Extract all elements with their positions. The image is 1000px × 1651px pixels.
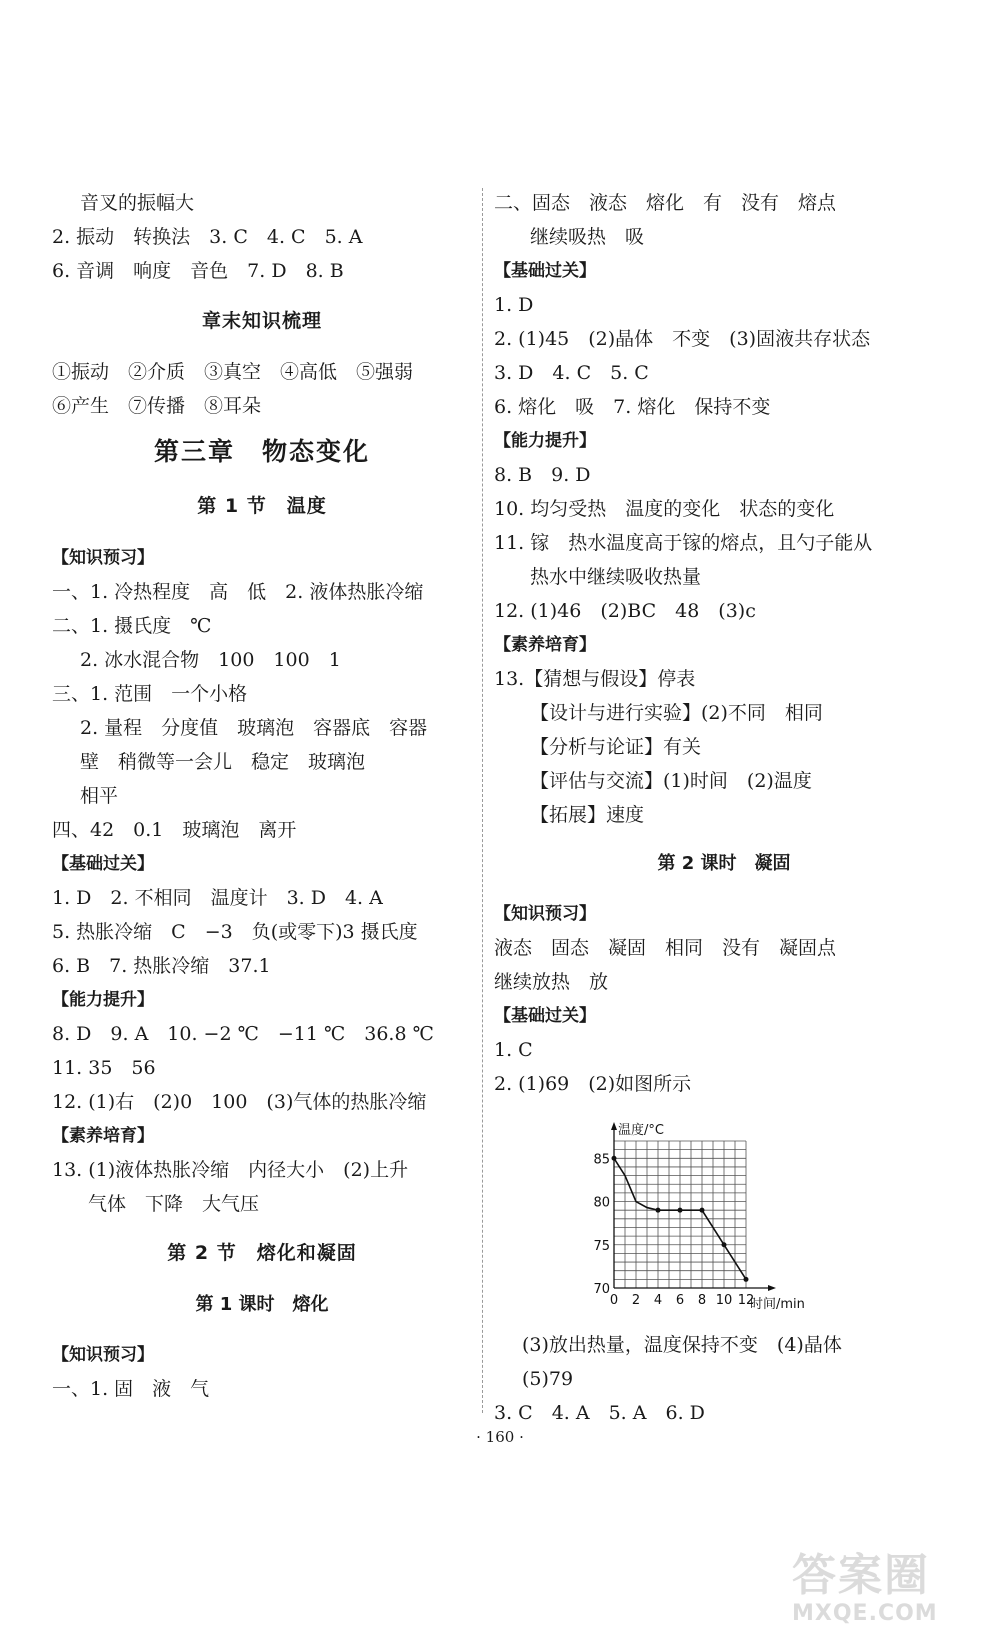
- answer-line: 液态 固态 凝固 相同 没有 凝固点: [494, 937, 837, 959]
- answer-line: ⑥产生 ⑦传播 ⑧耳朵: [52, 395, 262, 417]
- section-heading: 第 1 节 温度: [197, 495, 327, 517]
- answer-line: 壁 稍微等一会儿 稳定 玻璃泡: [80, 751, 366, 773]
- y-tick-label: 75: [593, 1238, 610, 1254]
- data-point: [656, 1208, 661, 1213]
- answer-line: 2. (1)69 (2)如图所示: [494, 1073, 692, 1095]
- chart-svg: [590, 1120, 816, 1320]
- answer-line: 6. 熔化 吸 7. 熔化 保持不变: [494, 396, 771, 418]
- section-label: 【知识预习】: [494, 904, 596, 924]
- watermark-title: 答案圈: [792, 1550, 930, 1601]
- answer-line: 3. C 4. A 5. A 6. D: [494, 1402, 705, 1424]
- answer-line: 2. (1)45 (2)晶体 不变 (3)固液共存状态: [494, 328, 871, 350]
- x-tick-label: 2: [631, 1293, 641, 1308]
- answer-line: 【分析与论证】有关: [530, 736, 702, 758]
- x-axis-arrow: [768, 1285, 776, 1291]
- x-tick-label: 6: [675, 1293, 685, 1308]
- answer-line: ①振动 ②介质 ③真空 ④高低 ⑤强弱: [52, 361, 414, 383]
- section-label: 【素养培育】: [494, 635, 596, 655]
- answer-line: 【设计与进行实验】(2)不同 相同: [530, 702, 823, 724]
- section-heading: 章末知识梳理: [201, 310, 322, 332]
- data-point: [612, 1156, 617, 1161]
- answer-line: 13.【猜想与假设】停表: [494, 668, 696, 690]
- watermark-logo: [792, 1551, 982, 1639]
- answer-line: 音叉的振幅大: [80, 192, 195, 214]
- answer-line: 3. D 4. C 5. C: [494, 362, 649, 384]
- answer-line: 8. D 9. A 10. −2 ℃ −11 ℃ 36.8 ℃: [52, 1023, 434, 1045]
- answer-line: 气体 下降 大气压: [88, 1193, 260, 1215]
- answer-line: 2. 振动 转换法 3. C 4. C 5. A: [52, 226, 363, 248]
- answer-line: 1. C: [494, 1039, 533, 1061]
- data-point: [700, 1208, 705, 1213]
- answer-line: 1. D: [494, 294, 534, 316]
- answer-line: 11. 35 56: [52, 1057, 156, 1079]
- y-tick-label: 80: [593, 1195, 610, 1211]
- answer-line: (5)79: [522, 1368, 574, 1390]
- x-tick-label: 12: [737, 1293, 755, 1308]
- section-label: 【知识预习】: [52, 548, 154, 568]
- data-point: [678, 1208, 683, 1213]
- answer-line: 一、1. 固 液 气: [52, 1378, 210, 1400]
- answer-line: 12. (1)46 (2)BC 48 (3)c: [494, 600, 756, 622]
- answer-line: 11. 镓 热水温度高于镓的熔点，且勺子能从: [494, 532, 873, 554]
- answer-line: 13. (1)液体热胀冷缩 内径大小 (2)上升: [52, 1159, 409, 1181]
- answer-line: 热水中继续吸收热量: [530, 566, 702, 588]
- column-divider: [482, 188, 483, 1413]
- chapter-heading: 第三章 物态变化: [153, 437, 370, 466]
- answer-line: 四、42 0.1 玻璃泡 离开: [52, 819, 297, 841]
- section-label: 【素养培育】: [52, 1126, 154, 1146]
- x-axis-label: 时间/min: [750, 1297, 805, 1312]
- y-tick-label: 85: [593, 1152, 610, 1168]
- answer-line: 继续吸热 吸: [530, 226, 645, 248]
- x-tick-label: 0: [609, 1293, 619, 1308]
- answer-line: 6. 音调 响度 音色 7. D 8. B: [52, 260, 344, 282]
- y-axis-label: 温度/°C: [618, 1123, 664, 1138]
- answer-line: 三、1. 范围 一个小格: [52, 683, 248, 705]
- section-label: 【基础过关】: [494, 261, 596, 281]
- y-tick-label: 70: [593, 1282, 610, 1297]
- y-axis-arrow: [611, 1122, 617, 1130]
- answer-line: 6. B 7. 热胀冷缩 37.1: [52, 955, 271, 977]
- data-point: [744, 1277, 749, 1282]
- answer-line: 8. B 9. D: [494, 464, 591, 486]
- answer-line: 相平: [80, 785, 119, 807]
- answer-line: 【评估与交流】(1)时间 (2)温度: [530, 770, 812, 792]
- answer-line: (3)放出热量，温度保持不变 (4)晶体: [522, 1334, 842, 1356]
- x-tick-label: 8: [697, 1293, 707, 1308]
- answer-line: 一、1. 冷热程度 高 低 2. 液体热胀冷缩: [52, 581, 424, 603]
- x-tick-label: 4: [653, 1293, 663, 1308]
- answer-line: 2. 冰水混合物 100 100 1: [80, 649, 341, 671]
- answer-line: 5. 热胀冷缩 C −3 负(或零下)3 摄氏度: [52, 921, 418, 943]
- section-label: 【基础过关】: [494, 1006, 596, 1026]
- answer-line: 二、1. 摄氏度 ℃: [52, 615, 212, 637]
- temperature-time-chart: [590, 1120, 816, 1320]
- page-number: · 160 ·: [476, 1428, 524, 1446]
- answer-line: 二、固态 液态 熔化 有 没有 熔点: [494, 192, 837, 214]
- lesson-heading: 第 2 课时 凝固: [657, 853, 791, 874]
- data-point: [722, 1242, 727, 1247]
- section-label: 【基础过关】: [52, 854, 154, 874]
- answer-line: 12. (1)右 (2)0 100 (3)气体的热胀冷缩: [52, 1091, 427, 1113]
- answer-line: 10. 均匀受热 温度的变化 状态的变化: [494, 498, 835, 520]
- watermark-url: MXQE.COM: [792, 1601, 938, 1626]
- x-tick-label: 10: [715, 1293, 733, 1308]
- answer-line: 继续放热 放: [494, 971, 609, 993]
- answer-line: 【拓展】速度: [530, 804, 645, 826]
- section-label: 【能力提升】: [494, 431, 596, 451]
- section-label: 【能力提升】: [52, 990, 154, 1010]
- section-label: 【知识预习】: [52, 1345, 154, 1365]
- section-heading: 第 2 节 熔化和凝固: [167, 1242, 357, 1264]
- answer-line: 1. D 2. 不相同 温度计 3. D 4. A: [52, 887, 383, 909]
- lesson-heading: 第 1 课时 熔化: [195, 1294, 329, 1315]
- answer-line: 2. 量程 分度值 玻璃泡 容器底 容器: [80, 717, 428, 739]
